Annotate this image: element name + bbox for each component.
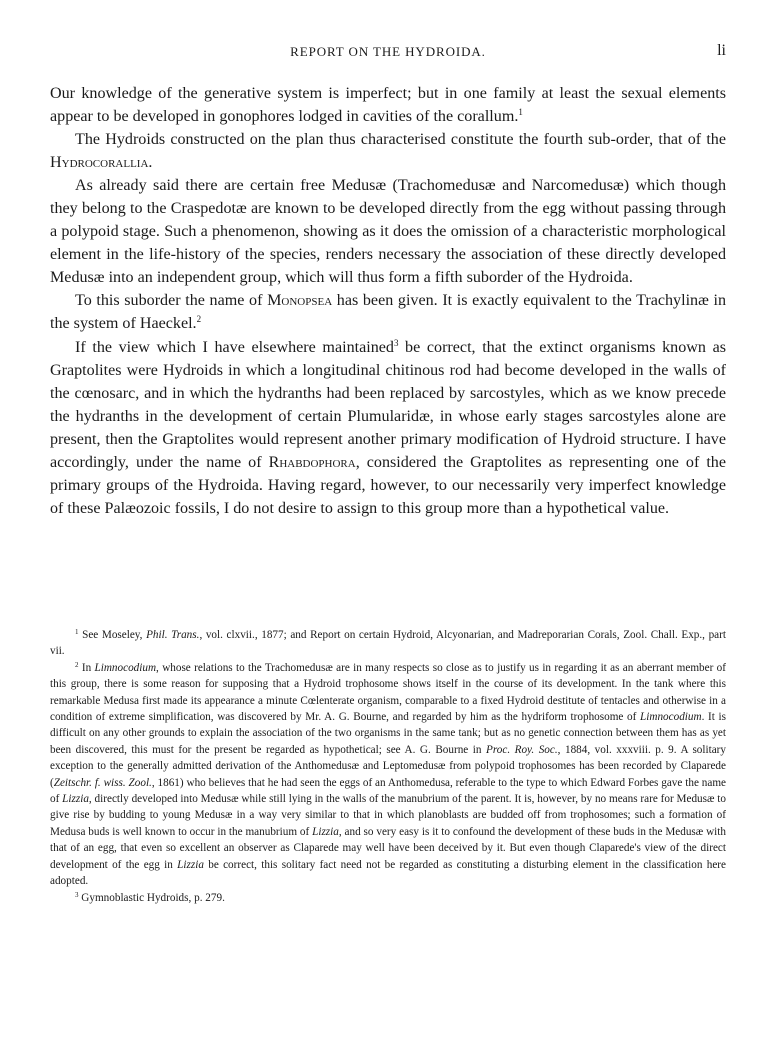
- footnote-3: [50, 890, 726, 906]
- footnote-2-text-g: , and so very easy is it to confound the development of these buds in the Medusæ with that of an egg, that even so excellent an observer as Claparede may well have been deceived by it. But even though Claparede's view of the direct development of the egg in: [50, 825, 726, 871]
- paragraph-3: As already said there are certain free Medusæ (Trachomedusæ and Narcomedusæ) which though they belong to the Craspedotæ are known to be developed directly from the egg without passing through a polypoid stage. Such a phenomenon, showing as it does the omission of a characteristic morphological element in the life-history of the species, renders necessary the association of these directly developed Medusæ into an independent group, which will thus form a fifth suborder of the Hydroida.: [50, 177, 726, 287]
- footnote-2-text-c: . It is difficult on any other grounds to explain the association of the two organisms in the same tank; but as no genetic connection between them has as yet been discovered, this must for the present be regarded as hypothetical; see A. G. Bourne in: [50, 711, 726, 756]
- rhabdophora-term: Rhabdophora: [268, 453, 356, 471]
- footnote-1: [50, 627, 726, 660]
- paragraph-5-text-c: , considered the Graptolites as representing one of the primary groups of the Hydroida. Having regard, however, to our necessarily very imperfect knowledge of these Palæozoic fossils, I do not desire to assign to this group more than a hypothetical value.: [50, 453, 726, 517]
- footnote-2-text-e: , 1861) who believes that he had seen the eggs of an Anthomedusa, referable to the type to which Edward Forbes gave the name of: [50, 776, 726, 806]
- running-head: REPORT ON THE HYDROIDA.: [290, 44, 486, 59]
- page-number: li: [717, 42, 726, 59]
- footnote-ref-1: 1: [518, 107, 523, 118]
- paragraph-4: [50, 289, 726, 335]
- paragraph-4-text-a: To this suborder the name of: [75, 292, 268, 310]
- monopsea-term: Monopsea: [267, 292, 333, 310]
- footnote-2: [50, 660, 726, 890]
- paragraph-2-text-b: .: [148, 154, 153, 172]
- footnote-3-text-a: Gymnoblastic Hydroids, p. 279.: [78, 891, 225, 904]
- footnote-2-mark: 2: [75, 660, 79, 669]
- footnote-ref-3: 3: [393, 337, 399, 348]
- footnote-2-italic-1: Limnocodium: [94, 661, 157, 674]
- footnote-2-italic-4: Zeitschr. f. wiss. Zool.: [53, 776, 152, 789]
- paragraph-2-text-a: The Hydroids constructed on the plan thus characterised constitute the fourth sub-order, that of the: [75, 131, 726, 149]
- footnote-2-text-h: be correct, this solitary fact need not be regarded as constituting a disturbing element in the classification here adopted.: [50, 858, 726, 888]
- footnote-2-italic-5: Lizzia: [62, 793, 89, 806]
- paragraph-1-text: Our knowledge of the generative system is imperfect; but in one family at least the sexual elements appear to be developed in gonophores lodged in cavities of the corallum.: [50, 85, 726, 126]
- hydrocorallia-term: Hydrocorallia: [50, 154, 149, 172]
- footnote-2-italic-3: Proc. Roy. Soc.: [485, 743, 558, 756]
- footnote-2-text-f: , directly developed into Medusæ while still lying in the walls of the manubrium of the parent. It is, however, by no means rare for Medusæ to give rise by budding to young Medusæ in a way very similar to that in which planoblasts are budded off from trophosomes; such a formation of Medusa buds is well known to occur in the manubrium of: [50, 793, 726, 838]
- main-text: [50, 82, 726, 520]
- paragraph-4-text-b: has been given. It is exactly equivalent to the Trachylinæ in the system of Haeckel.: [50, 292, 726, 333]
- footnote-2-text-d: , 1884, vol. xxxviii. p. 9. A solitary exception to the generally admitted derivation of the Anthomedusæ and Leptomedusæ from polypoid trophosomes has been recorded by Claparede (: [50, 743, 726, 789]
- footnote-1-text-b: , vol. clxvii., 1877; and Report on certain Hydroid, Alcyonarian, and Madreporarian Corals, Zool. Chall. Exp., part vii.: [50, 629, 726, 658]
- footnote-3-mark: 3: [75, 890, 79, 899]
- paragraph-5-text-a: If the view which I have elsewhere maintained: [75, 338, 394, 356]
- footnote-1-text-a: See Moseley,: [78, 629, 147, 641]
- paragraph-5: [50, 336, 726, 520]
- footnote-2-italic-2: Limnocodium: [640, 711, 702, 724]
- footnote-1-mark: 1: [75, 628, 79, 636]
- paragraph-1: [50, 82, 726, 128]
- footnote-2-text-b: , whose relations to the Trachomedusæ are in many respects so close as to justify us in regarding it as an aberrant member of this group, there is some reason for supposing that a Hydroid trophosome shows itself in the course of its development. In the tank where this remarkable Medusa first made its appearance a minute Cœlenterate organism, comparable to a fixed Hydroid destitute of tentacles and otherwise in a condition of extreme simplification, was discovered by Mr. A. G. Bourne, and regarded by him as the hydriform trophosome of: [50, 661, 726, 724]
- page-header: [50, 44, 726, 64]
- footnote-2-italic-7: Lizzia: [177, 858, 204, 871]
- paragraph-5-text-b: be correct, that the extinct organisms known as Graptolites were Hydroids in which a longitudinal chitinous rod had become developed in the walls of the cœnosarc, and in which the hydranths had been replaced by sarcostyles, which as we know precede the hydranths in the development of certain Plumularidæ, in whose early stages sarcostyles alone are present, then the Graptolites would represent another primary modification of Hydroid structure. I have accordingly, under the name of: [50, 338, 726, 471]
- footnotes: [50, 627, 726, 906]
- footnote-ref-2: 2: [196, 314, 202, 325]
- footnote-2-text-a: In: [78, 661, 95, 674]
- footnote-2-italic-6: Lizzia: [312, 825, 339, 838]
- footnote-1-italic-journal: Phil. Trans.: [146, 629, 200, 641]
- paragraph-2: [50, 128, 726, 174]
